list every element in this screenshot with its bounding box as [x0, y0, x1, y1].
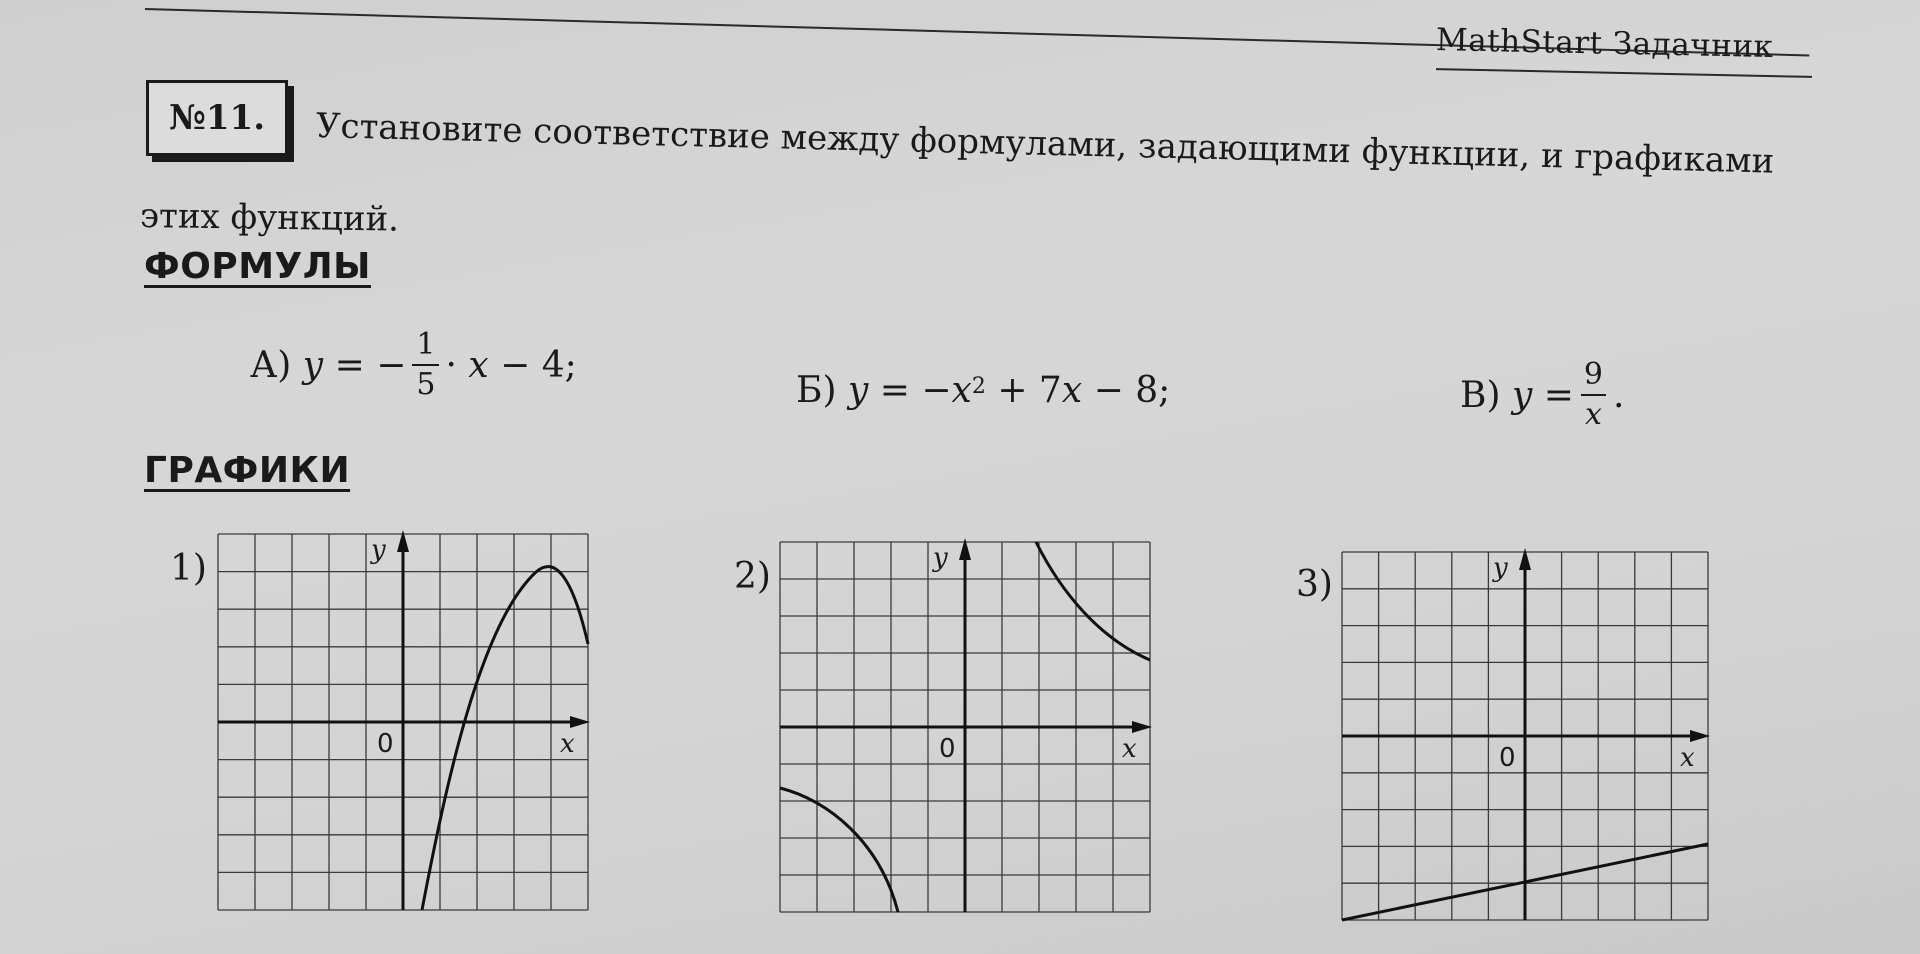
y-axis-arrow: [1519, 548, 1531, 570]
formula-a-fraction: [412, 327, 439, 402]
x-axis-label: x: [1680, 743, 1695, 773]
formula-a-dot: ·: [445, 344, 457, 386]
graph-3: [1342, 552, 1708, 920]
x-axis-label: x: [560, 729, 575, 759]
origin-label: 0: [377, 729, 394, 759]
graph-1: [218, 534, 588, 910]
formulas-heading: ФОРМУЛЫ: [144, 246, 371, 287]
formula-b-equals: =: [879, 370, 910, 411]
graph-2-label: 2): [734, 556, 771, 597]
book-title: MathStart Задачник: [1435, 22, 1774, 66]
title-underline: [1436, 68, 1812, 78]
formula-b-label: Б): [796, 370, 837, 411]
y-axis-arrow: [397, 530, 409, 552]
graph-2: [780, 542, 1150, 912]
formula-b-sign: −: [921, 370, 952, 411]
formula-a-denominator: 5: [412, 364, 439, 400]
x-axis-arrow: [570, 716, 590, 728]
y-axis-label: y: [371, 535, 386, 565]
formula-a-label: А): [250, 344, 292, 386]
y-axis-arrow: [959, 538, 971, 560]
formula-a-numerator: 1: [416, 327, 436, 362]
formula-a: [250, 327, 577, 402]
graph-1-label: 1): [170, 548, 207, 589]
formula-c-fraction: [1580, 357, 1607, 432]
function-curve: [1036, 542, 1150, 660]
task-number: №11.: [168, 98, 266, 138]
formula-a-var: x: [468, 344, 489, 386]
task-number-box: [146, 80, 288, 156]
origin-label: 0: [1499, 743, 1516, 773]
formula-a-tail: − 4;: [500, 344, 577, 386]
origin-label: 0: [939, 734, 956, 764]
graph-3-label: 3): [1296, 564, 1333, 605]
formula-c-label: В): [1460, 374, 1501, 416]
formula-c: [1460, 357, 1625, 432]
formula-b-var2: x: [1061, 370, 1083, 411]
x-axis-arrow: [1690, 730, 1710, 742]
function-curve: [780, 788, 898, 912]
formula-b-term: + 7: [997, 370, 1062, 411]
formula-c-numerator: 9: [1583, 357, 1604, 392]
formula-b-var: x: [951, 370, 972, 411]
x-axis-label: x: [1122, 734, 1137, 764]
y-axis-label: y: [1493, 553, 1508, 583]
x-axis-arrow: [1132, 721, 1152, 733]
formula-b-lhs: y: [847, 370, 869, 411]
formula-c-denominator: x: [1581, 394, 1606, 430]
task-statement-line-1: Установите соответствие между формулами, задающими функции, и графиками: [315, 106, 1775, 182]
formula-a-lhs: y: [302, 344, 324, 386]
formula-c-equals: =: [1543, 374, 1574, 416]
formula-b-tail: − 8;: [1093, 370, 1171, 411]
formula-c-tail: .: [1613, 374, 1625, 416]
formula-a-equals: =: [334, 344, 365, 386]
formula-b: [796, 370, 1170, 411]
formula-c-lhs: y: [1511, 374, 1533, 416]
formula-b-power: 2: [971, 374, 986, 399]
graphs-heading: ГРАФИКИ: [144, 450, 351, 491]
formula-a-sign: −: [376, 344, 407, 386]
y-axis-label: y: [933, 543, 948, 573]
task-statement-line-2: этих функций.: [139, 196, 400, 240]
